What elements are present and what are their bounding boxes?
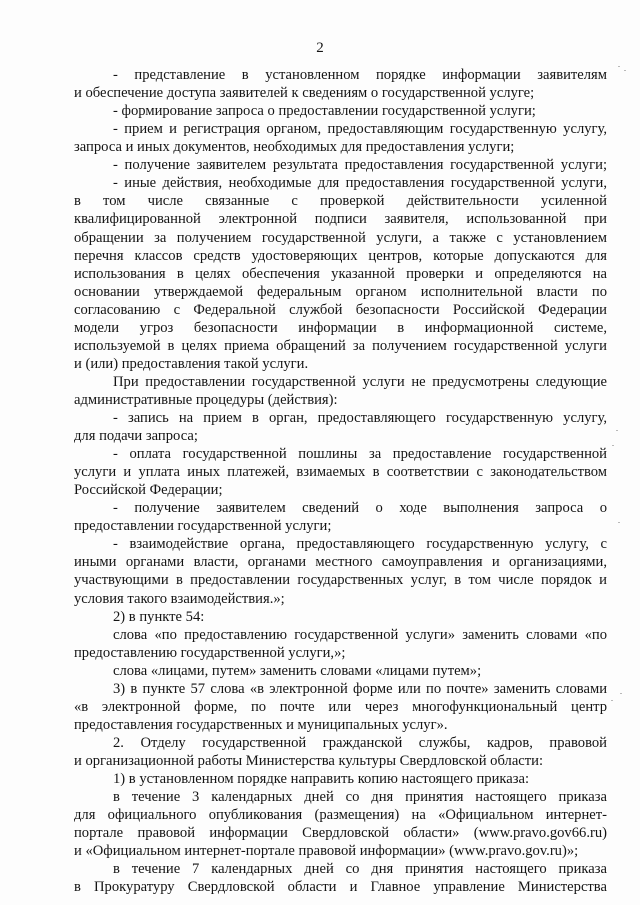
text-line: - оплата государственной пошлины за предоставление государственной (113, 446, 607, 463)
text-line: портале правовой информации Свердловской области» (www.pravo.gov66.ru) (74, 825, 607, 842)
text-line: слова «лицами, путем» заменить словами «лицами путем»; (113, 662, 482, 679)
text-line: обращении за получением государственной услуги, а также с установлением (74, 229, 607, 246)
scan-speck (616, 430, 618, 431)
text-line: в течение 7 календарных дней со дня принятия настоящего приказа (113, 861, 607, 878)
scan-speck (618, 66, 620, 67)
text-line: для подачи запроса; (74, 428, 198, 444)
text-line: в Прокуратуру Свердловской области и Главное управление Министерства (74, 879, 607, 896)
page-number: 2 (316, 40, 324, 56)
text-line: - взаимодействие органа, предоставляющего государственную услугу, с (113, 536, 607, 553)
text-line: Российской Федерации; (74, 482, 223, 499)
text-line: 2. Отделу государственной гражданской службы, кадров, правовой (113, 734, 607, 751)
scan-speck (611, 700, 613, 701)
text-line: перечня классов средств удостоверяющих центров, которые допускаются для (74, 247, 607, 264)
text-line: основании утверждаемой федеральным органом исполнительной власти по (74, 283, 607, 300)
text-line: услуги и уплата иных платежей, взимаемых в соответствии с законодательством (74, 464, 607, 481)
text-line: - иные действия, необходимые для предоставления государственной услуги, (113, 175, 607, 192)
text-line: использования в целях обеспечения указанной проверки и определяются на (74, 265, 607, 282)
text-line: в том числе связанные с проверкой действительности усиленной (74, 193, 607, 210)
text-line: предоставлению государственной услуги,»; (74, 644, 346, 661)
scan-speck (620, 693, 622, 694)
text-line: участвующими в предоставлении государственных услуг, в том числе порядок и (74, 572, 607, 589)
text-line: в течение 3 календарных дней со дня принятия настоящего приказа (113, 789, 607, 805)
text-line: 2) в пункте 54: (113, 608, 205, 625)
text-line: - формирование запроса о предоставлении государственной услуги; (113, 103, 536, 120)
text-line: квалифицированной электронной подписи заявителя, использованной при (74, 211, 607, 228)
text-line: - запись на прием в орган, предоставляющего государственную услугу, (113, 409, 607, 426)
text-line: - получение заявителем результата предоставления государственной услуги; (113, 157, 607, 174)
text-line: условия такого взаимодействия.»; (74, 590, 285, 607)
text-line: «в электронной форме, по почте или через многофункциональный центр (74, 698, 607, 715)
text-line: - представление в установленном порядке информации заявителям (113, 67, 607, 83)
text-line: иными органами власти, органами местного самоуправления и организациями, (74, 554, 607, 571)
text-line: предоставления государственных и муниципальных услуг». (74, 716, 448, 733)
text-line: используемой в целях приема обращений за получением государственной услуги (74, 337, 607, 354)
text-line: слова «по предоставлению государственной услуги» заменить словами «по (113, 626, 607, 643)
text-line: При предоставлении государственной услуги не предусмотрены следующие (113, 373, 607, 390)
scan-speck (618, 522, 620, 523)
text-line: предоставлении государственной услуги; (74, 518, 332, 535)
text-line: для официального опубликования (размещения) на «Официальном интернет- (74, 807, 607, 824)
scan-speck (612, 445, 614, 446)
text-line: согласованию с Федеральной службой безопасности Российской Федерации (74, 301, 607, 318)
text-line: 1) в установленном порядке направить копию настоящего приказа: (113, 771, 530, 787)
text-line: 3) в пункте 57 слова «в электронной форме или по почте» заменить словами (113, 680, 607, 697)
text-line: - прием и регистрация органом, предоставляющим государственную услугу, (113, 121, 607, 138)
scan-speck (624, 70, 626, 71)
text-line: и обеспечение доступа заявителей к сведениям о государственной услуге; (74, 85, 535, 101)
text-line: и организационной работы Министерства культуры Свердловской области: (74, 752, 544, 769)
text-line: и (или) предоставления такой услуги. (74, 355, 309, 372)
text-line: - получение заявителем сведений о ходе выполнения запроса о (113, 500, 607, 517)
text-line: и «Официальном интернет-портале правовой информации» (www.pravo.gov.ru)»; (74, 843, 579, 860)
text-line: административные процедуры (действия): (74, 391, 338, 408)
text-line: запроса и иных документов, необходимых для предоставления услуги; (74, 139, 515, 156)
text-line: модели угроз безопасности информации в информационной системе, (74, 319, 607, 336)
